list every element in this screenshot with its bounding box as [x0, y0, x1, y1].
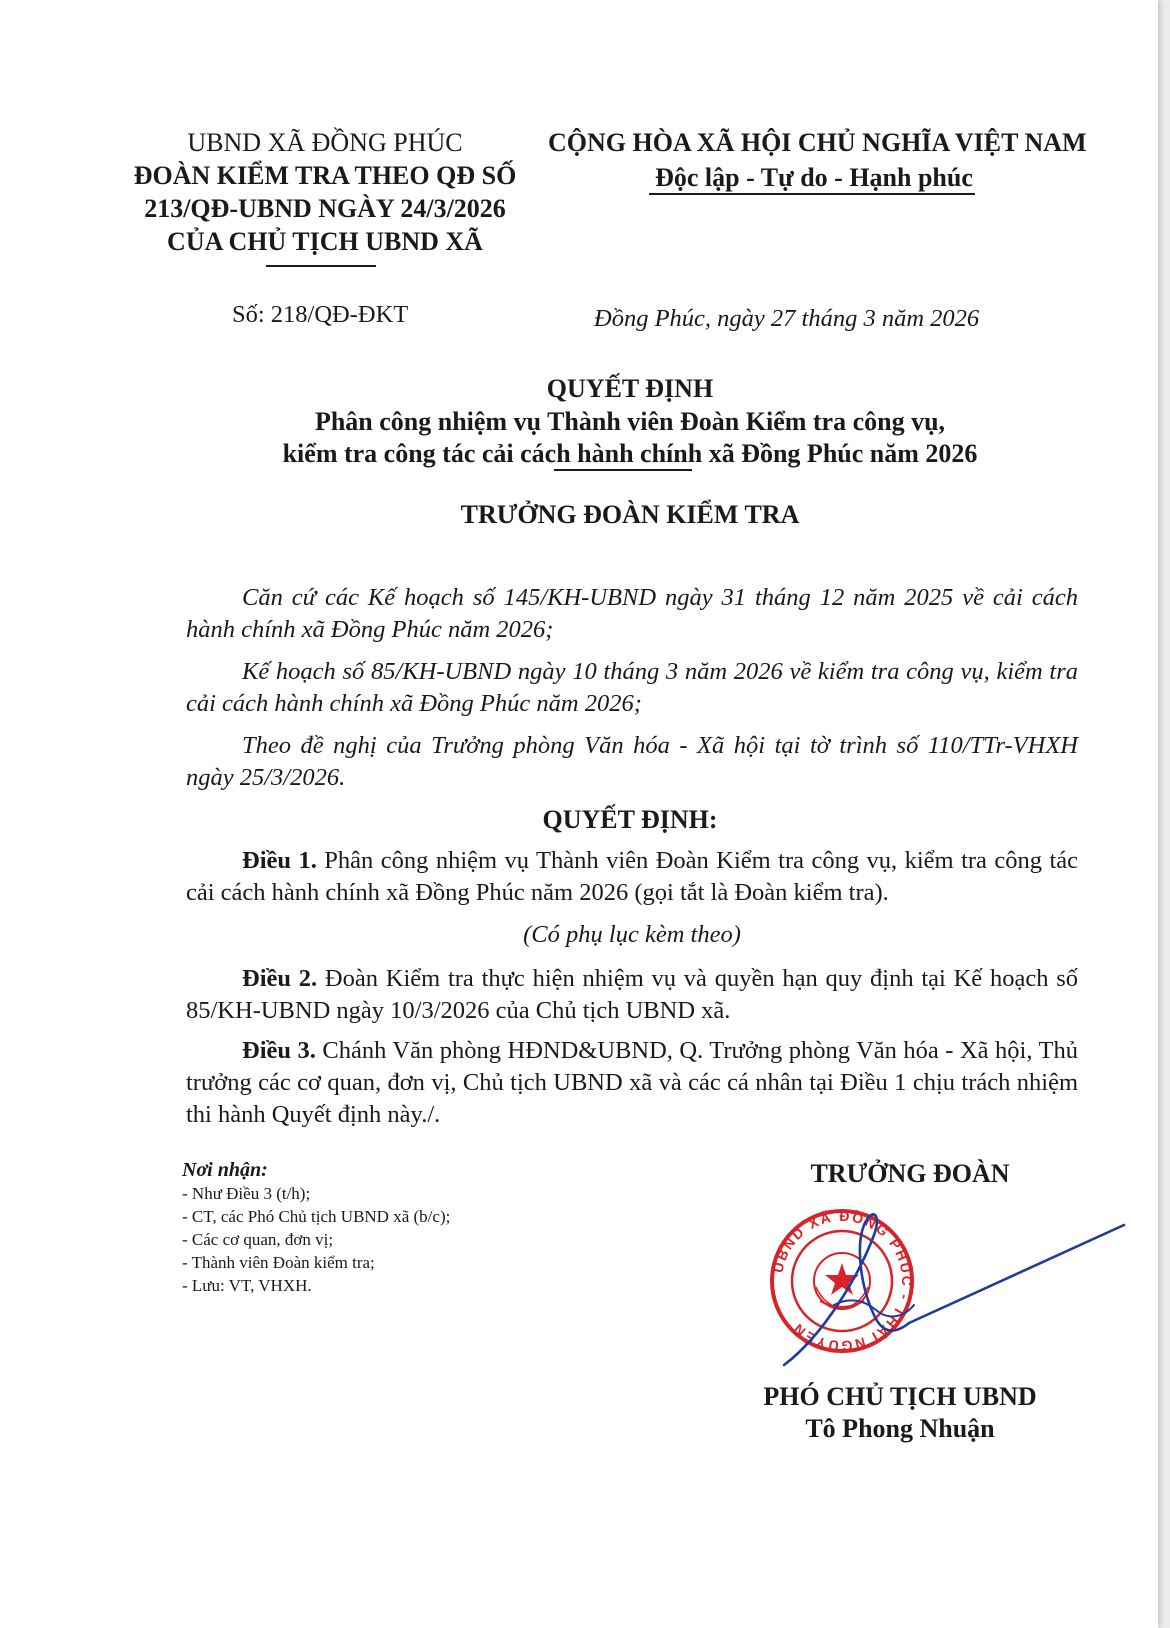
agency-line-1: UBND XÃ ĐỒNG PHÚC [187, 128, 463, 157]
document-subject-line-2: kiểm tra công tác cải cách hành chính xã Đồng Phúc năm 2026 [282, 439, 978, 468]
svg-text:UBND XÃ ĐỒNG PHÚC - THÁI NGUYÊ: UBND XÃ ĐỒNG PHÚC - THÁI NGUYÊN [769, 1207, 916, 1355]
article-2 [186, 963, 1078, 1027]
place-date: Đồng Phúc, ngày 27 tháng 3 năm 2026 [594, 305, 980, 332]
article-1 [186, 845, 1078, 909]
legal-basis-2: Kế hoạch số 85/KH-UBND ngày 10 tháng 3 năm 2026 về kiểm tra công vụ, kiểm tra cải cách hành chính xã Đồng Phúc năm 2026; [186, 658, 1078, 717]
document-number: Số: 218/QĐ-ĐKT [232, 301, 409, 328]
recipient-3: - Các cơ quan, đơn vị; [182, 1230, 334, 1249]
document-title: QUYẾT ĐỊNH [546, 374, 714, 403]
recipients-heading: Nơi nhận: [182, 1159, 268, 1181]
legal-basis-1: Căn cứ các Kế hoạch số 145/KH-UBND ngày 31 tháng 12 năm 2025 về cải cách hành chính xã Đồng Phúc năm 2026; [186, 584, 1078, 643]
seal-and-signature [764, 1205, 1144, 1375]
recipient-5: - Lưu: VT, VHXH. [182, 1276, 312, 1295]
official-seal-image [769, 1208, 915, 1355]
article-1-label: Điều 1. [242, 847, 317, 874]
recipient-4: - Thành viên Đoàn kiểm tra; [182, 1253, 375, 1272]
national-motto: Độc lập - Tự do - Hạnh phúc [655, 163, 973, 192]
national-motto-block [548, 126, 1087, 194]
article-3-label: Điều 3. [242, 1037, 316, 1064]
article-3-text: Chánh Văn phòng HĐND&UBND, Q. Trưởng phòng Văn hóa - Xã hội, Thủ trưởng các cơ quan, đơn vị, Chủ tịch UBND xã và các cá nhân tại Điều 1 chịu trách nhiệm thi hành Quyết định này./. [186, 1037, 1078, 1128]
signer-title: TRƯỞNG ĐOÀN [810, 1159, 1010, 1188]
signer-position: PHÓ CHỦ TỊCH UBND [763, 1382, 1037, 1411]
article-2-label: Điều 2. [242, 965, 318, 992]
decision-heading: QUYẾT ĐỊNH: [542, 805, 718, 834]
article-3 [186, 1035, 1078, 1131]
article-1-text: Phân công nhiệm vụ Thành viên Đoàn Kiểm tra công vụ, kiểm tra công tác cải cách hành chính xã Đồng Phúc năm 2026 (gọi tắt là Đoàn kiểm tra). [186, 847, 1078, 906]
document-subject-line-1: Phân công nhiệm vụ Thành viên Đoàn Kiểm tra công vụ, [314, 407, 946, 436]
recipient-2: - CT, các Phó Chủ tịch UBND xã (b/c); [182, 1207, 451, 1226]
agency-underline [266, 265, 376, 267]
recipient-1: - Như Điều 3 (t/h); [182, 1184, 311, 1203]
article-2-text: Đoàn Kiểm tra thực hiện nhiệm vụ và quyền hạn quy định tại Kế hoạch số 85/KH-UBND ngày 10/3/2026 của Chủ tịch UBND xã. [186, 965, 1078, 1024]
agency-line-4: CỦA CHỦ TỊCH UBND XÃ [167, 227, 483, 256]
recipients-block [182, 1158, 450, 1297]
country-name: CỘNG HÒA XÃ HỘI CHỦ NGHĨA VIỆT NAM [548, 128, 1087, 157]
legal-basis-3: Theo đề nghị của Trưởng phòng Văn hóa - Xã hội tại tờ trình số 110/TTr-VHXH ngày 25/3/2026. [186, 732, 1078, 791]
agency-line-3: 213/QĐ-UBND NGÀY 24/3/2026 [144, 194, 506, 223]
signer-name: Tô Phong Nhuận [805, 1414, 995, 1443]
issuer-title: TRƯỞNG ĐOÀN KIỂM TRA [460, 500, 800, 529]
title-underline [554, 469, 692, 471]
agency-line-2: ĐOÀN KIỂM TRA THEO QĐ SỐ [133, 161, 517, 190]
appendix-note: (Có phụ lục kèm theo) [523, 921, 741, 948]
agency-block [130, 126, 520, 258]
motto-underline [649, 193, 975, 195]
